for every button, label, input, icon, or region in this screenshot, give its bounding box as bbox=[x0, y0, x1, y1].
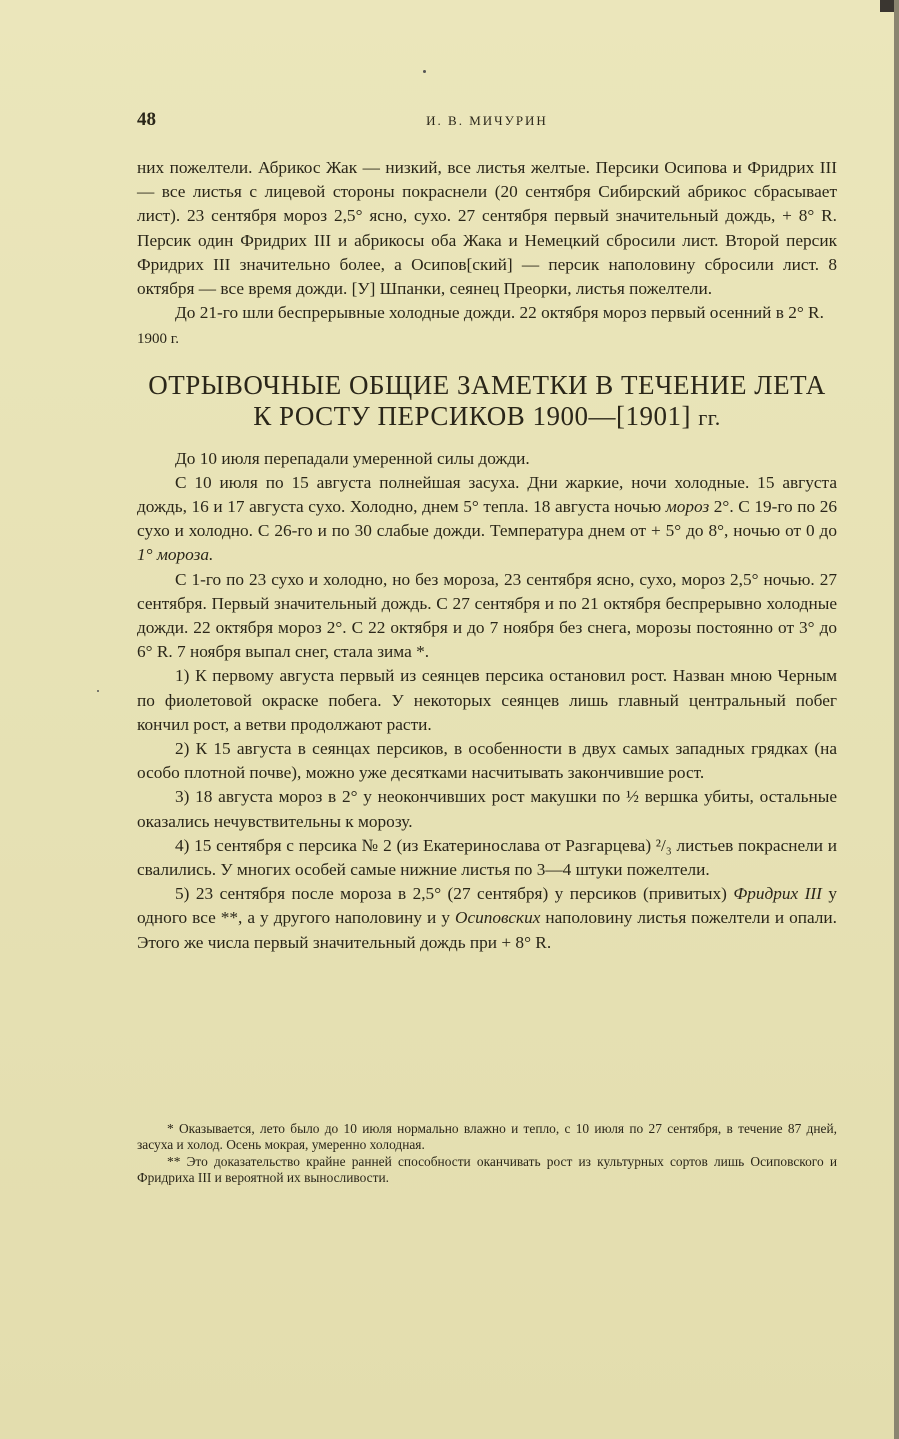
section-title-suffix: гг. bbox=[698, 404, 721, 430]
note-5-text-b: у одного все **, а у другого наполовину и у bbox=[137, 884, 837, 928]
running-head: И. В. МИЧУРИН bbox=[426, 113, 548, 128]
year-label: 1900 г. bbox=[137, 331, 179, 348]
section-title bbox=[137, 370, 837, 433]
paragraph-rains-july: До 10 июля перепадали умеренной силы дожди. bbox=[175, 448, 530, 468]
paragraph-drought-text-a: С 10 июля по 15 августа полнейшая засуха. Дни жаркие, ночи холодные. 15 августа дождь, 16 и 17 августа сухо. Холодно, днем 5° тепла. 18 августа ночью bbox=[137, 472, 837, 517]
section-title-line1: ОТРЫВОЧНЫЕ ОБЩИЕ ЗАМЕТКИ В ТЕЧЕНИЕ ЛЕТА bbox=[148, 369, 826, 400]
note-5-text-a: 5) 23 сентября после мороза в 2,5° (27 сентября) у персиков (привитых) bbox=[175, 884, 727, 904]
print-speck bbox=[97, 690, 99, 692]
note-5 bbox=[137, 882, 837, 955]
note-5-italic-2: Осиповских bbox=[454, 908, 541, 928]
footnotes bbox=[137, 1121, 837, 1187]
note-5-text-c: наполовину листья пожелтели и опали. Этого же числа первый значительный дождь при + 8° R. bbox=[137, 908, 838, 952]
section-title-line2: К РОСТУ ПЕРСИКОВ 1900—[1901] bbox=[253, 400, 691, 431]
footnote-2: ** Это доказательство крайне ранней способности оканчивать рост из культурных сортов лишь Осиповского и Фридриха III и вероятной их выносливости. bbox=[137, 1154, 837, 1185]
note-2: 2) К 15 августа в сеянцах персиков, в особенности в двух самых западных грядках (на особо плотной почве), можно уже десятками насчитывать закончившие рост. bbox=[137, 739, 837, 783]
note-1: 1) К первому августа первый из сеянцев персика остановил рост. Назван мною Черным по фиолетовой окраске побега. У некоторых сеянцев лишь главный центральный побег кончил рост, а ветви продолжают расти. bbox=[137, 666, 837, 734]
note-3: 3) 18 августа мороз в 2° у неокончивших рост макушки по ½ вершка убиты, остальные оказались нечувствительны к морозу. bbox=[137, 787, 837, 831]
note-5-italic-1: Фридрих III bbox=[733, 884, 822, 904]
paragraph-drought bbox=[137, 471, 837, 568]
page-header bbox=[137, 109, 837, 135]
note-4: 4) 15 сентября с персика № 2 (из Екатеринослава от Разгарцева) ²/₃ листьев покраснели и свалились. У многих особей самые нижние листья по 3—4 штуки пожелтели. bbox=[137, 835, 837, 880]
page-edge-right bbox=[894, 0, 899, 1439]
continuation-paragraph: них пожелтели. Абрикос Жак — низкий, все листья желтые. Персики Осипова и Фридрих III — все листья с лицевой стороны покраснели (20 сентября Сибирский абрикос сбрасывает лист). 23 сентября мороз 2,5° ясно, сухо. 27 сентября первый значительный дождь, + 8° R. Персик один Фридрих III и абрикосы оба Жака и Немецкий сбросили лист. Второй персик Фридрих III значительно более, а Осипов[ский] — персик наполовину сбросили лист. 8 октября — все время дожди. [У] Шпанки, сеянец Преорки, листья пожелтели. bbox=[137, 158, 837, 299]
page-number: 48 bbox=[137, 109, 156, 130]
rains-paragraph: До 21-го шли беспрерывные холодные дожди. 22 октября мороз первый осенний в 2° R. bbox=[175, 303, 824, 323]
paragraph-drought-text-b: 2°. С 19-го по 26 сухо и холодно. С 26-го и по 30 слабые дожди. Температура днем от + 5° до 8°, ночью от 0 до bbox=[137, 497, 838, 541]
page-body bbox=[137, 156, 837, 955]
paragraph-drought-italic-2: 1° мороза. bbox=[137, 545, 214, 565]
footnote-1: * Оказывается, лето было до 10 июля нормально влажно и тепло, с 10 июля по 27 сентября, в течение 87 дней, засуха и холод. Осень мокрая, умеренно холодная. bbox=[137, 1121, 837, 1152]
paragraph-drought-italic-1: мороз bbox=[665, 497, 710, 517]
paragraph-autumn: С 1-го по 23 сухо и холодно, но без мороза, 23 сентября ясно, сухо, мороз 2,5° ночью. 27 сентября. Первый значительный дождь. С 27 сентября и по 21 октября беспрерывно холодные дожди. 22 октября мороз 2°. С 22 октября и до 7 ноября без снега, морозы постоянно от 3° до 6° R. 7 ноября выпал снег, стала зима *. bbox=[137, 569, 837, 662]
print-speck bbox=[423, 70, 426, 73]
